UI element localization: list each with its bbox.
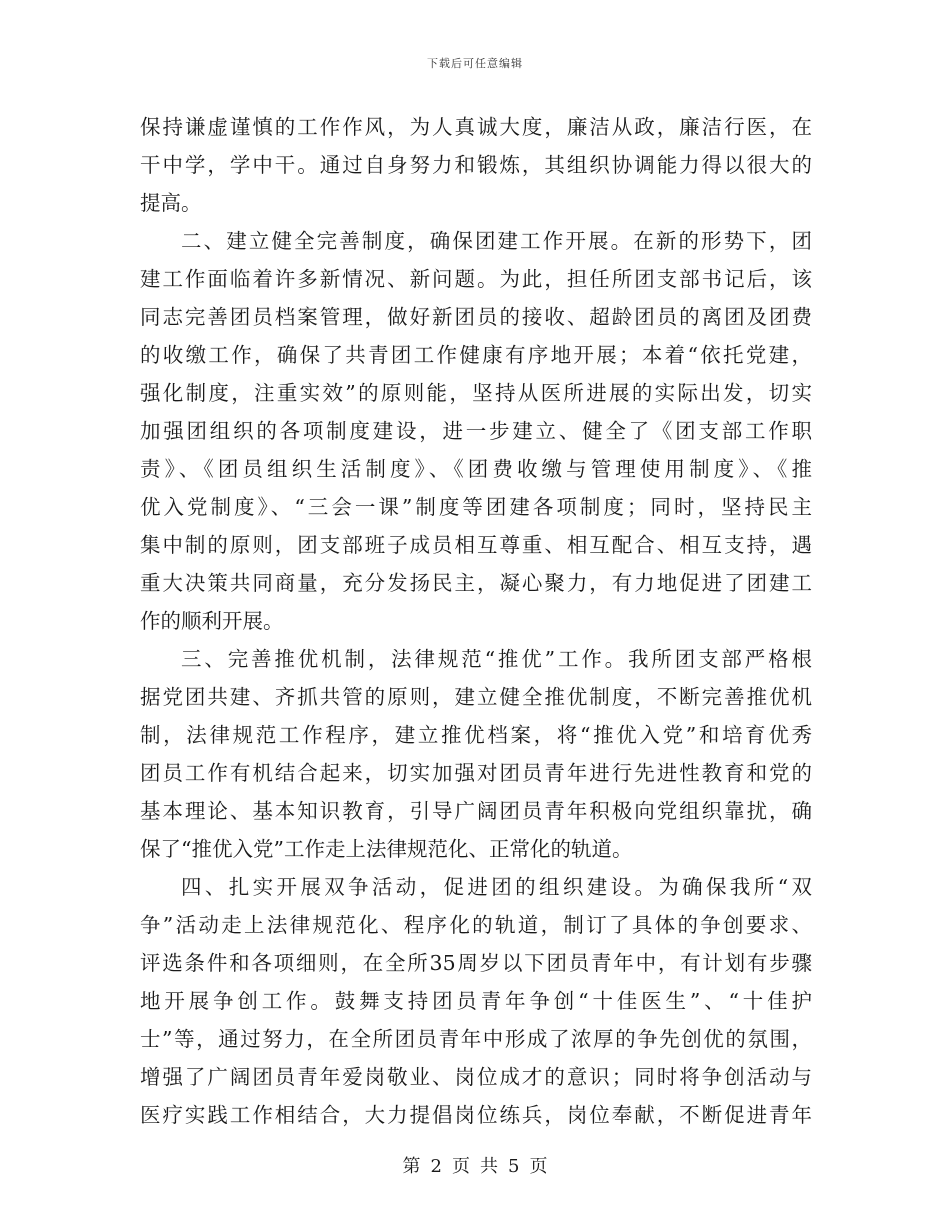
text-line: 保持谦虚谨慎的工作作风，为人真诚大度，廉洁从政，廉洁行医，在 [140,115,812,139]
total-page-number: 5 [508,1156,520,1177]
document-body [140,108,812,1134]
paragraph-start-line: 二、建立健全完善制度，确保团建工作开展。在新的形势下，团 [181,229,812,253]
text-line: 保了“推优入党”工作走上法律规范化、正常化的轨道。 [140,837,633,861]
footer-ye: 页 [452,1156,470,1177]
text-line: 制，法律规范工作程序，建立推优档案，将“推优入党”和培育优秀 [140,723,812,747]
text-line: 责》、《团员组织生活制度》、《团费收缴与管理使用制度》、《推 [140,457,812,481]
text-line: 基本理论、基本知识教育，引导广阔团员青年积极向党组织靠扰，确 [140,799,812,823]
text-line: 团员工作有机结合起来，切实加强对团员青年进行先进性教育和党的 [140,761,812,785]
text-line: 医疗实践工作相结合，大力提倡岗位练兵，岗位奉献，不断促进青年 [140,1103,812,1127]
footer-di: 第 [402,1156,421,1177]
text-line: 同志完善团员档案管理，做好新团员的接收、超龄团员的离团及团费 [140,305,812,329]
text-line: 士”等，通过努力，在全所团员青年中形成了浓厚的争先创优的氛围， [140,1027,812,1051]
text-line: 争”活动走上法律规范化、程序化的轨道，制订了具体的争创要求、 [140,913,812,937]
footer-ye-end: 页 [529,1156,548,1177]
current-page-number: 2 [430,1156,442,1177]
text-line: 提高。 [140,191,202,215]
text-line: 优入党制度》、“三会一课”制度等团建各项制度；同时，坚持民主 [140,495,812,519]
paragraph-start-line: 三、完善推优机制，法律规范“推优”工作。我所团支部严格根 [181,647,812,671]
text-line: 集中制的原则，团支部班子成员相互尊重、相互配合、相互支持，遇 [140,533,812,557]
text-line: 增强了广阔团员青年爱岗敬业、岗位成才的意识；同时将争创活动与 [140,1065,812,1089]
text-line: 重大决策共同商量，充分发扬民主，凝心聚力，有力地促进了团建工 [140,571,812,595]
text-line: 建工作面临着许多新情况、新问题。为此，担任所团支部书记后，该 [140,267,812,291]
text-line: 加强团组织的各项制度建设，进一步建立、健全了《团支部工作职 [140,419,812,443]
page-header-note: 下载后可任意编辑 [427,57,523,70]
page-number-footer [0,1152,950,1178]
text-line: 强化制度，注重实效”的原则能，坚持从医所进展的实际出发，切实 [140,381,812,405]
text-line: 据党团共建、齐抓共管的原则，建立健全推优制度，不断完善推优机 [140,685,812,709]
text-line: 的收缴工作，确保了共青团工作健康有序地开展；本着“依托党建， [140,343,812,367]
footer-gong: 共 [480,1156,498,1177]
text-line: 评选条件和各项细则，在全所35周岁以下团员青年中，有计划有步骤 [140,951,812,975]
text-line: 干中学，学中干。通过自身努力和锻炼，其组织协调能力得以很大的 [140,153,812,177]
text-line: 作的顺利开展。 [140,609,284,633]
text-line: 地开展争创工作。鼓舞支持团员青年争创“十佳医生”、“十佳护 [140,989,812,1013]
paragraph-start-line: 四、扎实开展双争活动，促进团的组织建设。为确保我所“双 [181,875,812,899]
